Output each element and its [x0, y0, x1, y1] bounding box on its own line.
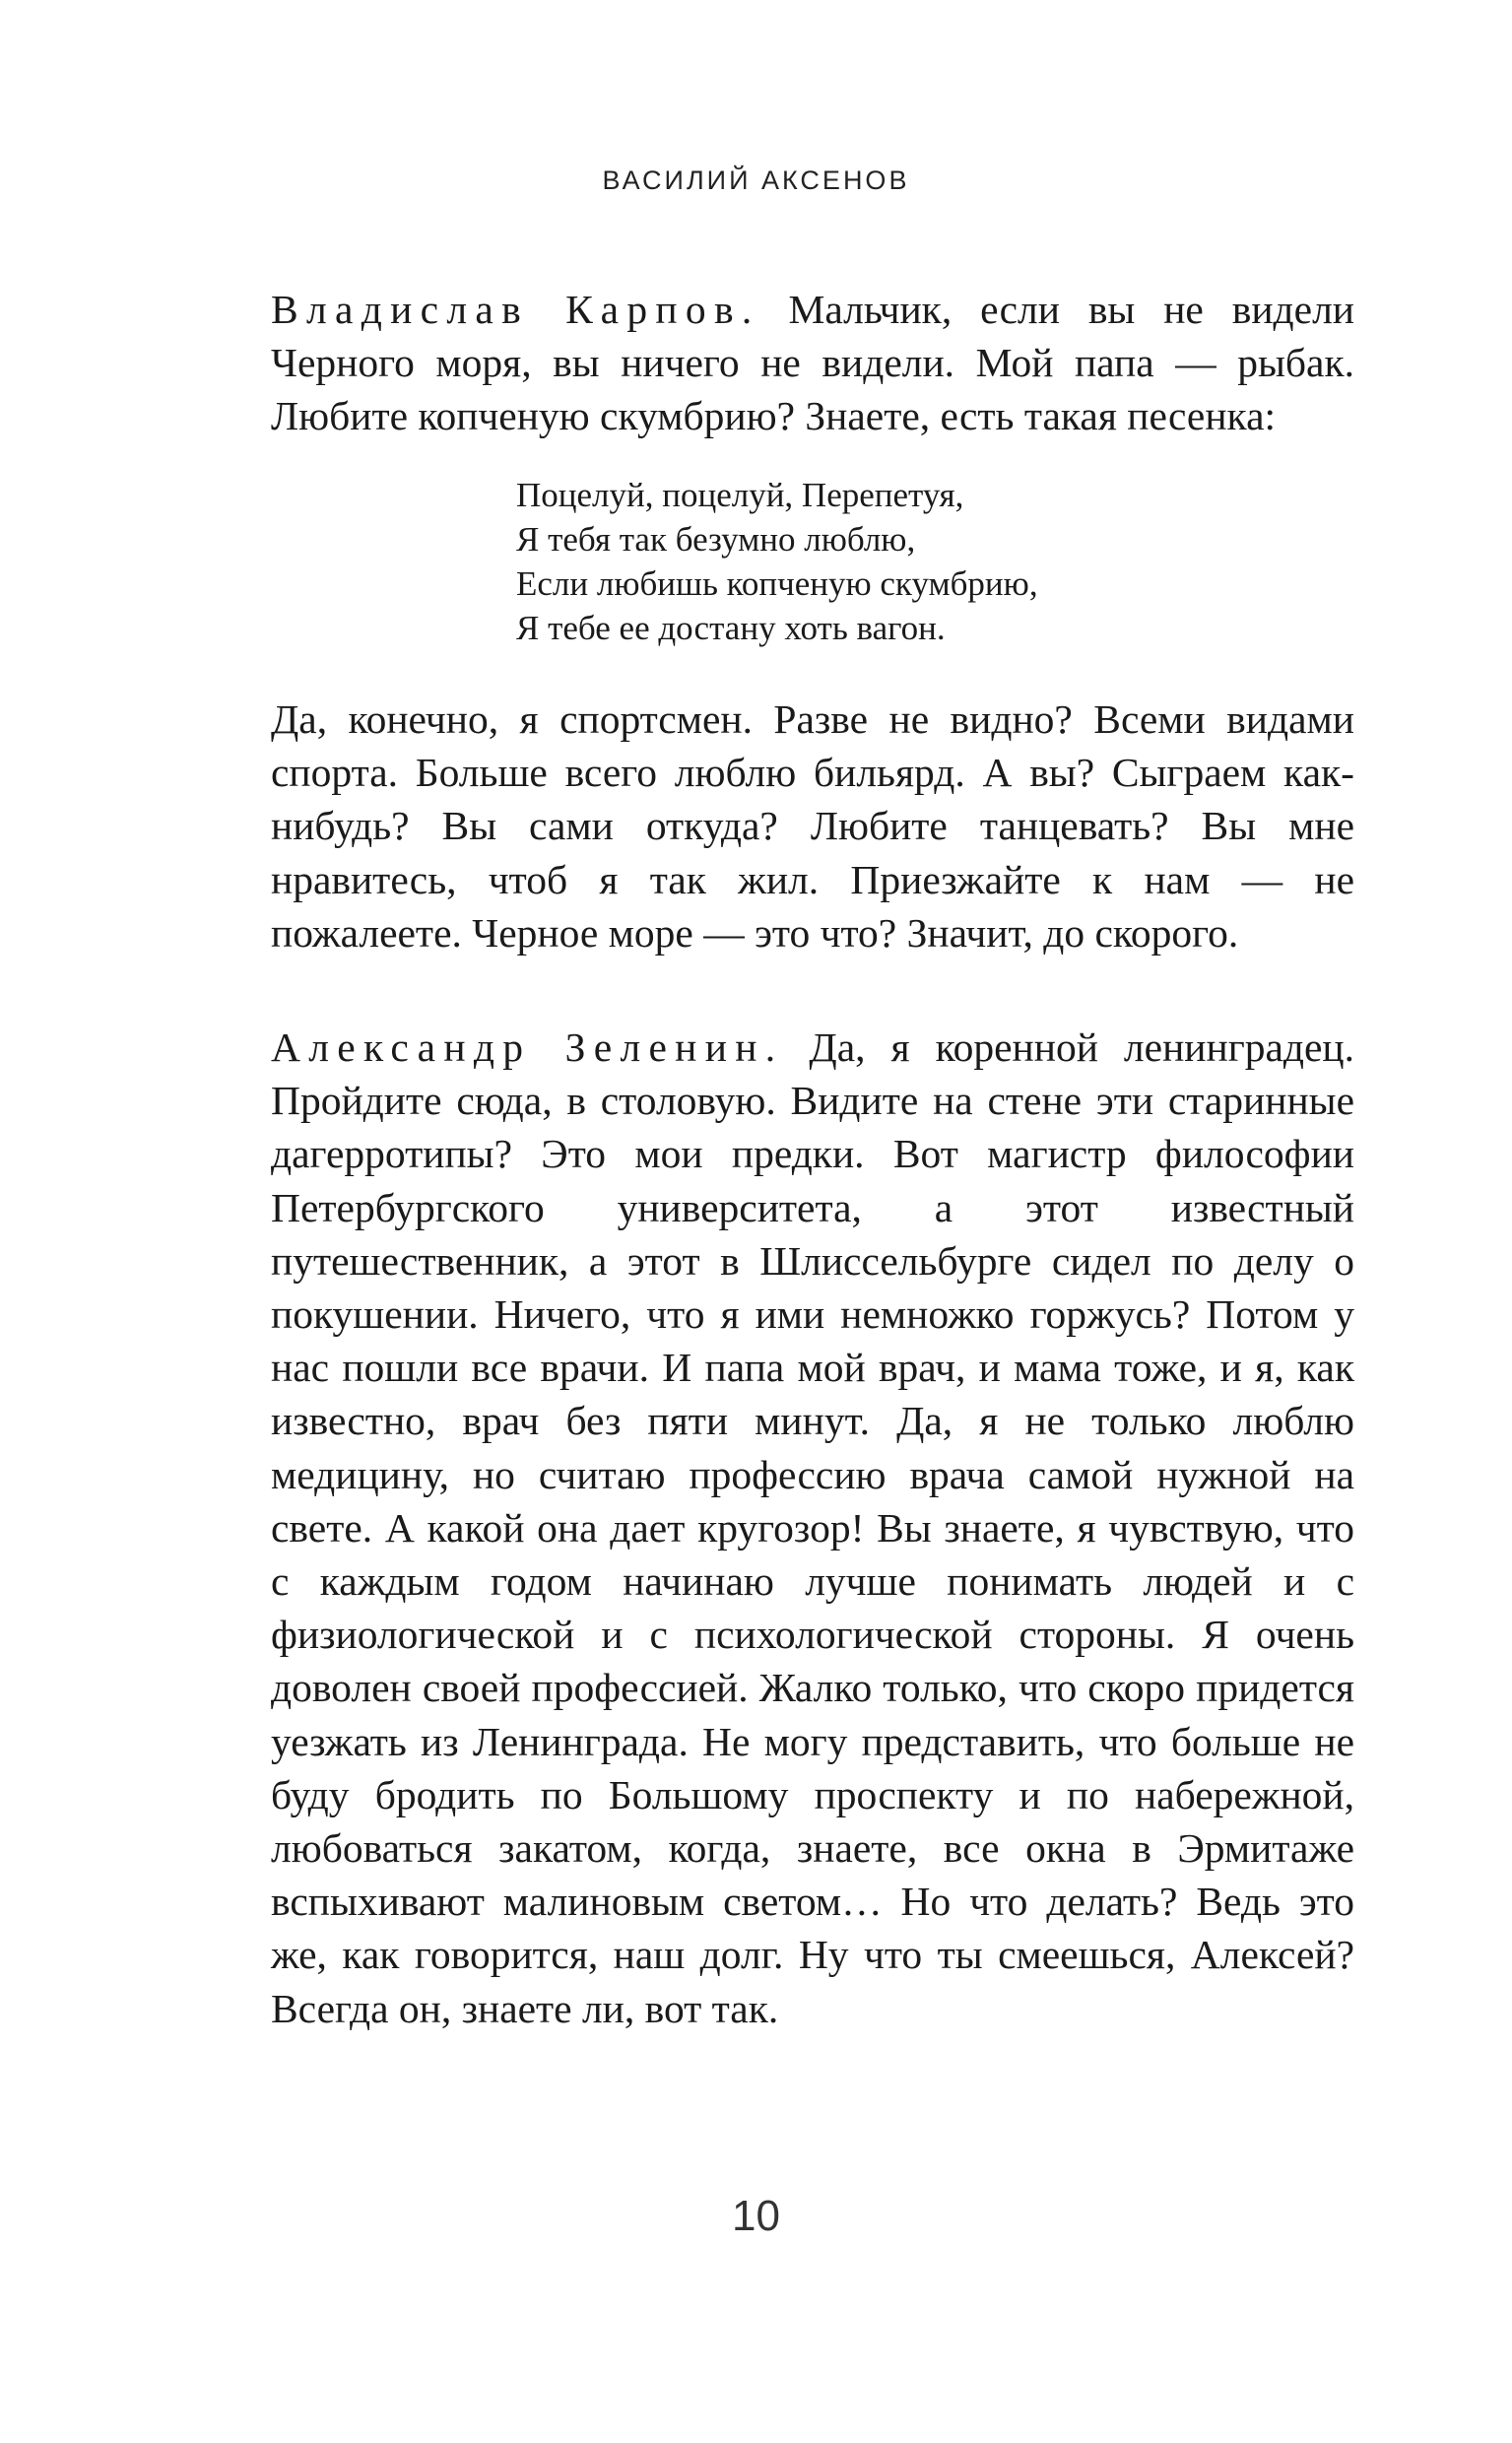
speaker-name: Александр Зеленин. [271, 1024, 784, 1070]
paragraph-text: Да, я коренной ленинградец. Пройдите сюда, в столовую. Видите на стене эти старинные дагерротипы? Это мои предки. Вот магистр философии Петербургского университета, а этот известный путешественник, а этот в Шлиссельбурге сидел по делу о покушении. Ничего, что я ими немножко горжусь? Потом у нас пошли все врачи. И папа мой врач, и мама тоже, и я, как известно, врач без пяти минут. Да, я не только люблю медицину, но считаю профессию врача самой нужной на свете. А какой она дает кругозор! Вы знаете, я чувствую, что с каждым годом начинаю лучше понимать людей и с физиологической и с психологической стороны. Я очень доволен своей профессией. Жалко только, что скоро придется уезжать из Ленинграда. Не могу представить, что больше не буду бродить по Большому проспекту и по набережной, любоваться закатом, когда, знаете, все окна в Эрмитаже вспыхивают малиновым светом… Но что делать? Ведь это же, как говорится, наш долг. Ну что ты смеешься, Алексей? Всегда он, знаете ли, вот так. [271, 1024, 1354, 2031]
running-header: ВАСИЛИЙ АКСЕНОВ [602, 165, 910, 195]
verse-line: Если любишь копченую скумбрию, [516, 564, 1038, 603]
paragraph-text: Мальчик, если вы не видели Черного моря, вы ничего не видели. Мой папа — рыбак. Любите копченую скумбрию? Знаете, есть такая песенка: [271, 287, 1355, 439]
paragraph-text: Да, конечно, я спортсмен. Разве не видно? Всеми видами спорта. Больше всего люблю бильярд. А вы? Сыграем как-нибудь? Вы сами откуда? Любите танцевать? Вы мне нравитесь, чтоб я так жил. Приезжайте к нам — не пожалеете. Черное море — это что? Значит, до скорого. [271, 696, 1354, 956]
paragraph-karpov-continued [271, 693, 1354, 959]
verse-line: Я тебе ее достану хоть вагон. [516, 609, 946, 647]
paragraph-karpov [271, 283, 1354, 443]
verse-line: Я тебя так безумно люблю, [516, 520, 916, 559]
verse-line: Поцелуй, поцелуй, Перепетуя, [516, 476, 964, 514]
song-verse [516, 473, 1206, 650]
page-number: 10 [732, 2192, 780, 2240]
speaker-name: Владислав Карпов. [271, 287, 760, 332]
paragraph-zelenin [271, 1021, 1354, 2035]
